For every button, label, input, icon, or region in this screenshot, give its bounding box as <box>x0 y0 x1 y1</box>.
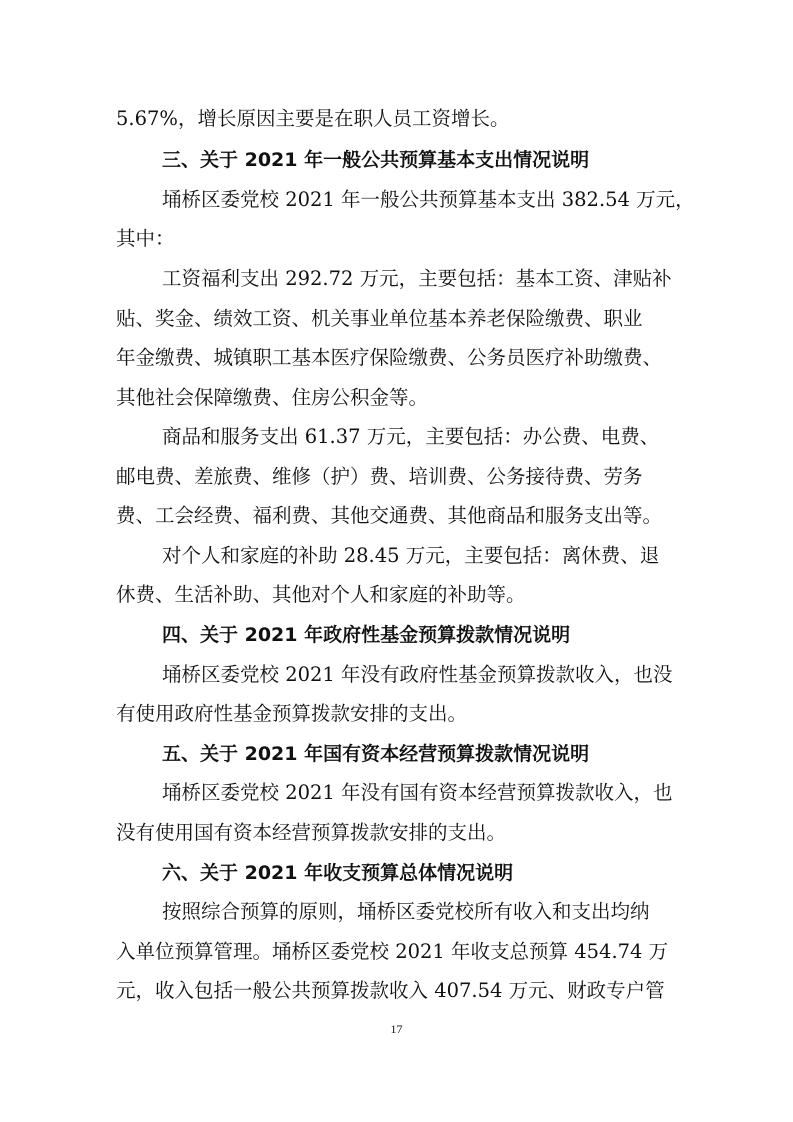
paragraph-line: 有使用政府性基金预算拨款安排的支出。 <box>116 702 468 725</box>
paragraph-line: 其他社会保障缴费、住房公积金等。 <box>116 386 429 409</box>
paragraph-line: 5.67%，增长原因主要是在职人员工资增长。 <box>116 107 510 130</box>
paragraph-line: 年金缴费、城镇职工基本医疗保险缴费、公务员医疗补助缴费、 <box>116 346 663 369</box>
paragraph-line: 休费、生活补助、其他对个人和家庭的补助等。 <box>116 583 526 606</box>
paragraph-line: 邮电费、差旅费、维修（护）费、培训费、公务接待费、劳务 <box>116 465 643 488</box>
paragraph-line: 工资福利支出 292.72 万元，主要包括：基本工资、津贴补 <box>162 267 672 290</box>
section-heading-6: 六、关于 2021 年收支预算总体情况说明 <box>162 862 514 884</box>
section-heading-3: 三、关于 2021 年一般公共预算基本支出情况说明 <box>162 149 590 171</box>
paragraph-line: 元，收入包括一般公共预算拨款收入 407.54 万元、财政专户管 <box>116 979 665 1002</box>
paragraph-line: 费、工会经费、福利费、其他交通费、其他商品和服务支出等。 <box>116 504 663 527</box>
paragraph-line: 入单位预算管理。埇桥区委党校 2021 年收支总预算 454.74 万 <box>116 940 669 963</box>
paragraph-line: 埇桥区委党校 2021 年没有国有资本经营预算拨款收入，也 <box>162 781 673 804</box>
paragraph-line: 商品和服务支出 61.37 万元，主要包括：办公费、电费、 <box>162 425 660 448</box>
paragraph-line: 埇桥区委党校 2021 年没有政府性基金预算拨款收入，也没 <box>162 663 673 686</box>
paragraph-line: 贴、奖金、绩效工资、机关事业单位基本养老保险缴费、职业 <box>116 307 643 330</box>
section-heading-5: 五、关于 2021 年国有资本经营预算拨款情况说明 <box>162 743 590 765</box>
paragraph-line: 其中： <box>116 227 175 250</box>
page-number: 17 <box>390 1022 403 1036</box>
paragraph-line: 按照综合预算的原则，埇桥区委党校所有收入和支出均纳 <box>162 900 650 923</box>
paragraph-line: 对个人和家庭的补助 28.45 万元，主要包括：离休费、退 <box>162 544 660 567</box>
paragraph-line: 埇桥区委党校 2021 年一般公共预算基本支出 382.54 万元， <box>162 188 695 211</box>
section-heading-4: 四、关于 2021 年政府性基金预算拨款情况说明 <box>162 624 571 646</box>
paragraph-line: 没有使用国有资本经营预算拨款安排的支出。 <box>116 821 507 844</box>
